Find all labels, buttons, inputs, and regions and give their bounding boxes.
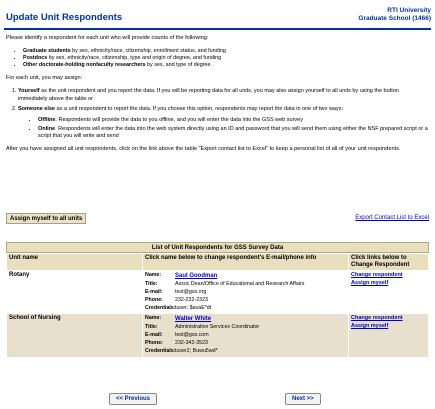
next-button[interactable]: Next >> [285, 393, 321, 405]
assign-intro: For each unit, you may assign: [6, 75, 83, 82]
assign-option-someone-else: 2. Someone else as a unit respondent to report the data. If you choose this option, respondents may report the data in one of two ways: • Offline. Respondents will provide the data to you offline, and you will enter the data into the GSS web survey • Online. Respondents will enter the data into the web system directly using an ID and password that you will send them using either the NSF prepared script or a script that you will write and send [18, 106, 429, 141]
field-label: Credentials: [145, 347, 176, 354]
respondent-phone: 232-232-2323 [175, 297, 208, 304]
reporting-ways-list [38, 117, 429, 141]
field-label: Phone: [145, 340, 163, 346]
counts-item: • Graduate students by sex, ethnicity/race, citizenship, enrollment status, and funding [23, 48, 429, 55]
respondent-credentials: tuser2; Buwu5wd* [175, 347, 218, 354]
contact-cell [143, 314, 349, 357]
assign-options-list [18, 88, 429, 141]
table-row [7, 314, 429, 357]
counts-item: • Postdocs by sex, ethnicity/race, citizenship, type and origin of degree, and funding [23, 55, 429, 62]
field-label: E-mail: [145, 289, 163, 296]
page-header [6, 4, 431, 28]
unit-name: School of Nursing [7, 314, 143, 357]
after-assign-text: After you have assigned all unit respondents, click on the link above the table "Export contact list to Excel" to keep a personal list of all of your unit respondents. [6, 146, 401, 153]
links-cell [349, 314, 429, 357]
way-online: • Online. Respondents will enter the data into the web system directly using an ID and password that you will send them using either the NSF prepared script or a script that you will write and send [38, 126, 429, 141]
assign-myself-link[interactable]: Assign myself [351, 322, 389, 329]
field-label: E-mail: [145, 332, 163, 339]
intro-text: Please identify a respondent for each unit who will provide counts of the following: [6, 35, 209, 41]
field-label: Title: [145, 324, 158, 331]
table-header-row [7, 254, 429, 271]
respondent-name-link[interactable]: Saul Goodman [175, 273, 218, 280]
field-label: Title: [145, 281, 158, 288]
counts-item: • Other doctorate-holding nonfaculty researchers by sex, and type of degree. [23, 62, 429, 69]
assign-myself-link[interactable]: Assign myself [351, 280, 389, 287]
unit-name: Rotany [7, 271, 143, 314]
table-caption: List of Unit Respondents for GSS Survey Data [6, 242, 429, 253]
field-label: Phone: [145, 297, 163, 304]
page-title: Update Unit Respondents [6, 12, 123, 23]
respondents-grid [6, 253, 429, 357]
previous-button[interactable]: << Previous [109, 393, 157, 405]
field-label: Name: [145, 272, 162, 279]
respondent-credentials: tuser; $avaE*dt [175, 305, 212, 312]
assign-myself-all-button[interactable]: Assign myself to all units [6, 213, 86, 224]
unit-name-header: Unit name [7, 254, 143, 271]
respondent-name-link[interactable]: Walter White [175, 316, 212, 323]
respondent-title: Administrative Services Coordinator [175, 324, 260, 331]
respondent-title: Assoc Dean/Office of Educational and Research Affairs [175, 281, 305, 288]
export-contact-list-link[interactable]: Export Contact List to Excel [355, 215, 429, 221]
instructions [6, 35, 429, 154]
respondent-phone: 232-342-3523 [175, 340, 208, 346]
contact-header: Click name below to change respondent's E-mail/phone info [143, 254, 349, 271]
counts-list [23, 48, 429, 70]
change-respondent-link[interactable]: Change respondent [351, 272, 403, 279]
institution-name: RTI University [387, 7, 431, 14]
links-cell [349, 271, 429, 314]
respondent-email: test@gss.com [175, 332, 209, 339]
field-label: Credentials: [145, 305, 176, 312]
table-row [7, 271, 429, 314]
field-label: Name: [145, 315, 162, 322]
school-name: Graduate School (1466) [358, 15, 431, 23]
contact-cell [143, 271, 349, 314]
respondents-table [6, 242, 429, 357]
change-respondent-link[interactable]: Change respondent [351, 315, 403, 322]
way-offline: • Offline. Respondents will provide the data to you offline, and you will enter the data into the GSS web survey [38, 117, 429, 125]
institution-info [358, 7, 431, 24]
links-header: Click links below to Change Respondent [349, 254, 429, 271]
respondent-email: test@gss.org [175, 289, 207, 296]
header-divider [4, 28, 431, 30]
assign-option-yourself: 1. Yourself as the unit respondent and you report the data. If you will be reporting data for all units, you may also assign yourself to all units by using the button immediately above the table or [18, 88, 429, 103]
